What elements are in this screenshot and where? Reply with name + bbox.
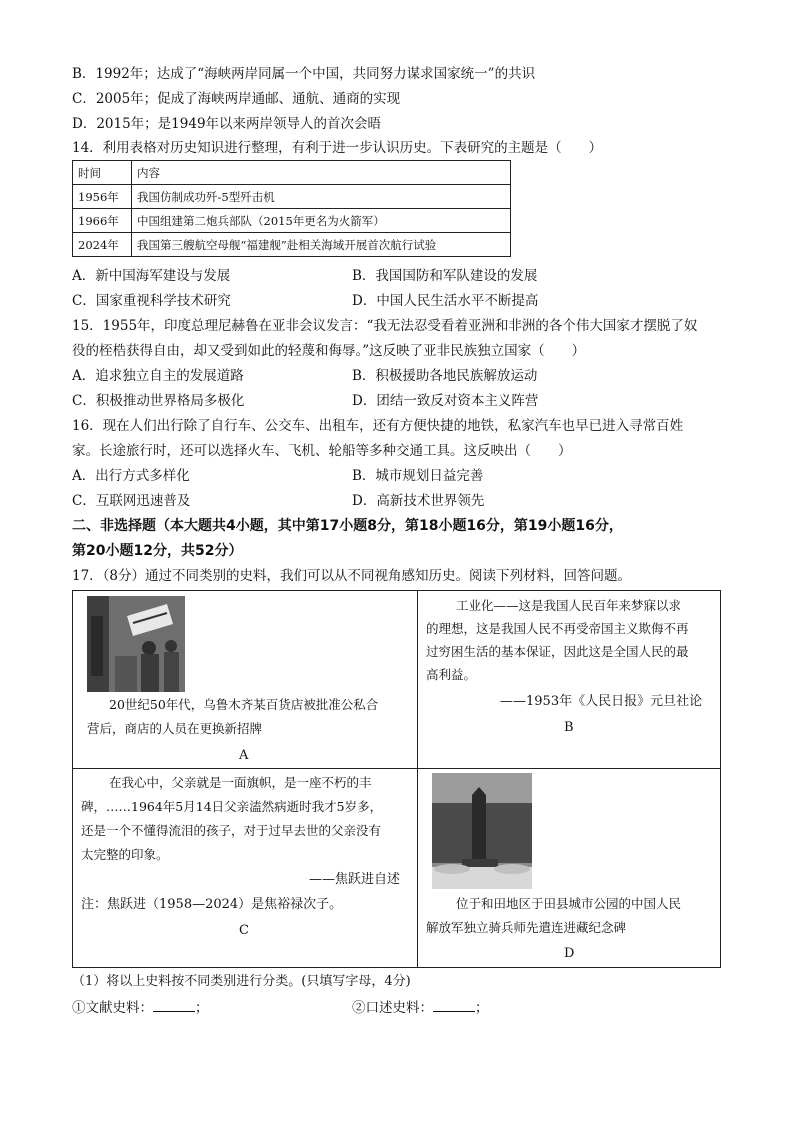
material-c — [73, 769, 417, 967]
table-row — [73, 209, 511, 233]
material-b-source: ——1953年《人民日报》元旦社论 — [500, 694, 703, 709]
q13-option-b: B．1992年；达成了“海峡两岸同属一个中国，共同努力谋求国家统一”的共识 — [72, 66, 536, 82]
q13-option-c: C．2005年；促成了海峡两岸通邮、通航、通商的实现 — [72, 91, 401, 107]
q16-stem-line1: 16．现在人们出行除了自行车、公交车、出租车，还有方便快捷的地铁，私家汽车也早已进入寻常百姓 — [72, 418, 684, 434]
table-cell: 1966年 — [73, 209, 132, 233]
table-header-cell: 时间 — [73, 161, 132, 185]
monument-illustration — [432, 773, 532, 889]
table-cell: 我国仿制成功歼-5型歼击机 — [132, 185, 511, 209]
fill1-semicolon: ； — [195, 1000, 209, 1016]
material-a-caption-line1: 20世纪50年代，乌鲁木齐某百货店被批准公私合 — [109, 697, 379, 712]
answer-blank-1[interactable] — [153, 997, 195, 1012]
answer-blank-2[interactable] — [433, 997, 475, 1012]
material-c-line2: 碑，……1964年5月14日父亲溘然病逝时我才5岁多， — [81, 799, 383, 814]
fill1-label: ①文献史料： — [72, 1000, 153, 1016]
material-c-line4: 太完整的印象。 — [81, 847, 169, 862]
section2-heading-line1: 二、非选择题（本大题共4小题，其中第17小题8分，第18小题16分，第19小题16分， — [72, 518, 623, 534]
fill-oral-sources — [352, 997, 489, 1018]
q16-option-b: B．城市规划日益完善 — [352, 468, 484, 484]
fill2-label: ②口述史料： — [352, 1000, 433, 1016]
q14-table — [72, 160, 511, 257]
material-d-label: D — [564, 946, 575, 961]
q15-stem-line1: 15．1955年，印度总理尼赫鲁在亚非会议发言：“我无法忍受看着亚洲和非洲的各个伟大国家才摆脱了奴 — [72, 318, 698, 334]
material-a-label: A — [239, 748, 249, 763]
storefront-sign-photo — [87, 596, 185, 692]
q14-option-b: B．我国国防和军队建设的发展 — [352, 268, 538, 284]
material-b-line3: 过穷困生活的基本保证，因此这是全国人民的最 — [426, 644, 689, 659]
table-row — [73, 233, 511, 257]
material-b-label: B — [564, 720, 574, 735]
q16-stem-line2: 家。长途旅行时，还可以选择火车、飞机、轮船等多种交通工具。这反映出（ ） — [72, 443, 572, 459]
q16-option-d: D．高新技术世界领先 — [352, 493, 485, 509]
q14-stem: 14．利用表格对历史知识进行整理，有利于进一步认识历史。下表研究的主题是（ ） — [72, 140, 603, 156]
q14-option-c: C．国家重视科学技术研究 — [72, 293, 231, 309]
q14-option-a: A．新中国海军建设与发展 — [72, 268, 231, 284]
material-a — [73, 591, 417, 768]
q14-option-d: D．中国人民生活水平不断提高 — [352, 293, 539, 309]
material-c-note: 注：焦跃进（1958—2024）是焦裕禄次子。 — [81, 897, 343, 912]
material-d-caption-line2: 解放军独立骑兵师先遣连进藏纪念碑 — [426, 920, 627, 935]
fill2-semicolon: ； — [475, 1000, 489, 1016]
q17-materials-grid — [72, 590, 721, 968]
section2-heading-line2: 第20小题12分，共52分） — [72, 543, 243, 559]
q15-option-b: B．积极援助各地民族解放运动 — [352, 368, 538, 384]
q13-option-d: D．2015年；是1949年以来两岸领导人的首次会晤 — [72, 116, 382, 132]
table-cell: 2024年 — [73, 233, 132, 257]
q15-option-d: D．团结一致反对资本主义阵营 — [352, 393, 539, 409]
fill-document-sources — [72, 997, 209, 1018]
q16-option-c: C．互联网迅速普及 — [72, 493, 191, 509]
material-d-caption-line1: 位于和田地区于田县城市公园的中国人民 — [456, 896, 682, 911]
q16-option-a: A．出行方式多样化 — [72, 468, 190, 484]
material-c-source: ——焦跃进自述 — [309, 872, 401, 887]
table-cell: 1956年 — [73, 185, 132, 209]
table-row — [73, 185, 511, 209]
material-c-label: C — [239, 923, 249, 938]
q15-option-a: A．追求独立自主的发展道路 — [72, 368, 244, 384]
material-a-caption-line2: 营后，商店的人员在更换新招牌 — [87, 721, 263, 736]
q15-option-c: C．积极推动世界格局多极化 — [72, 393, 245, 409]
material-c-line3: 还是一个不懂得流泪的孩子，对于过早去世的父亲没有 — [81, 823, 382, 838]
material-b-line4: 高利益。 — [426, 667, 477, 682]
table-header-cell: 内容 — [132, 161, 511, 185]
q17-sub1: （1）将以上史料按不同类别进行分类。(只填写字母，4分) — [72, 974, 411, 989]
material-c-line1: 在我心中，父亲就是一面旗帜，是一座不朽的丰 — [109, 775, 372, 790]
material-b-line1: 工业化——这是我国人民百年来梦寐以求 — [456, 598, 682, 613]
table-cell: 中国组建第二炮兵部队（2015年更名为火箭军） — [132, 209, 511, 233]
material-b-line2: 的理想，这是我国人民不再受帝国主义欺侮不再 — [426, 621, 689, 636]
table-header-row — [73, 161, 511, 185]
material-b — [418, 591, 722, 768]
storefront-sign-illustration — [87, 596, 185, 692]
q17-stem: 17．（8分）通过不同类别的史料，我们可以从不同视角感知历史。阅读下列材料，回答问题。 — [72, 568, 632, 584]
table-cell: 我国第三艘航空母舰“福建舰”赴相关海域开展首次航行试验 — [132, 233, 511, 257]
monument-photo — [432, 773, 532, 889]
q15-stem-line2: 役的桎梏获得自由，却又受到如此的轻蔑和侮辱。”这反映了亚非民族独立国家（ ） — [72, 343, 586, 359]
material-d — [418, 769, 722, 967]
